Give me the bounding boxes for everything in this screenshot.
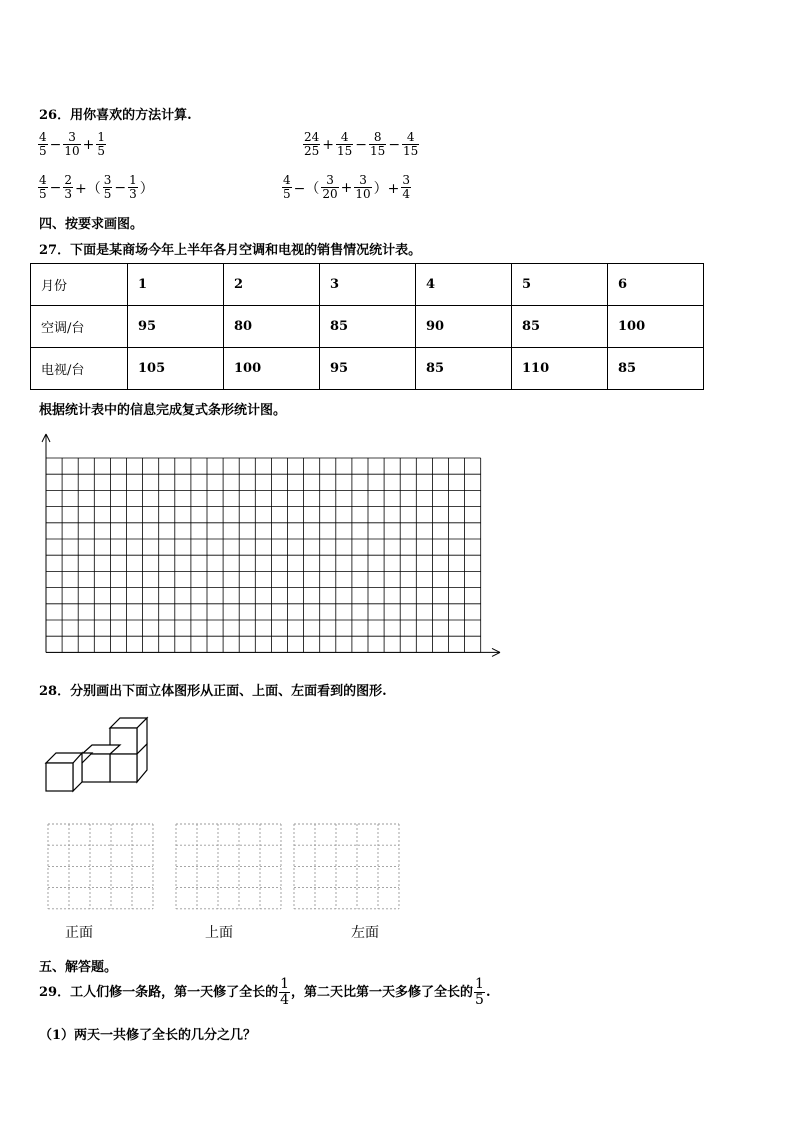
table-cell: 85 — [320, 306, 416, 348]
fraction: $\frac{1}{5}$ — [97, 130, 106, 158]
fraction: $\frac{4}{5}$ — [283, 173, 291, 201]
left-view-label: 左面 — [351, 925, 379, 941]
q29-text: 29．工人们修一条路，第一天修了全长的 $\frac{1}{4}$ ，第二天比第一天多修了全长的 $\frac{1}{5}$ . — [39, 976, 491, 1008]
table-cell: 4 — [416, 264, 512, 306]
table-cell: 105 — [128, 348, 224, 390]
table-cell: 85 — [512, 306, 608, 348]
table-cell: 5 — [512, 264, 608, 306]
q29-sub-question-1: （1）两天一共修了全长的几分之几？ — [39, 1028, 257, 1043]
table-cell: 95 — [128, 306, 224, 348]
fraction: $\frac{4}{5}$ — [39, 173, 47, 201]
fraction: $\frac{4}{15}$ — [337, 130, 353, 158]
top-view-label: 上面 — [205, 925, 233, 941]
fraction: $\frac{3}{10}$ — [64, 130, 80, 158]
table-cell: 2 — [224, 264, 320, 306]
section-4-heading: 四、按要求画图。 — [39, 217, 144, 232]
q26-expression-3: $\frac{4}{5}$ − $\frac{2}{3}$ +（ $\frac{3}{5}$ − $\frac{1}{3}$ ） — [39, 173, 154, 201]
table-cell: 85 — [608, 348, 704, 390]
table-cell: 6 — [608, 264, 704, 306]
fraction: $\frac{8}{15}$ — [370, 130, 386, 158]
fraction: $\frac{3}{4}$ — [402, 173, 411, 201]
table-cell: 100 — [224, 348, 320, 390]
fraction: $\frac{4}{15}$ — [403, 130, 419, 158]
section-5-heading: 五、解答题。 — [39, 960, 118, 975]
fraction: $\frac{1}{5}$ — [475, 976, 484, 1008]
table-cell: 80 — [224, 306, 320, 348]
fraction: $\frac{1}{4}$ — [280, 976, 290, 1008]
q26-expression-1: $\frac{4}{5}$ − $\frac{3}{10}$ + $\frac{1}{5}$ — [39, 130, 106, 158]
q27-title: 27．下面是某商场今年上半年各月空调和电视的销售情况统计表。 — [39, 243, 422, 258]
table-cell: 100 — [608, 306, 704, 348]
front-view-label: 正面 — [65, 925, 93, 941]
fraction: $\frac{4}{5}$ — [39, 130, 47, 158]
fraction: $\frac{3}{20}$ — [322, 173, 338, 201]
table-cell: 110 — [512, 348, 608, 390]
q26-expression-4: $\frac{4}{5}$ −（ $\frac{3}{20}$ + $\frac{3}{10}$ ）+ $\frac{3}{4}$ — [283, 173, 411, 201]
table-cell: 电视/台 — [31, 348, 128, 390]
table-cell: 空调/台 — [31, 306, 128, 348]
q28-title: 28．分别画出下面立体图形从正面、上面、左面看到的图形. — [39, 684, 387, 699]
fraction: $\frac{3}{10}$ — [355, 173, 371, 201]
table-cell: 月份 — [31, 264, 128, 306]
table-cell: 3 — [320, 264, 416, 306]
table-cell: 1 — [128, 264, 224, 306]
fraction: $\frac{2}{3}$ — [64, 173, 73, 201]
table-cell: 95 — [320, 348, 416, 390]
fraction: $\frac{1}{3}$ — [129, 173, 137, 201]
fraction: $\frac{3}{5}$ — [103, 173, 112, 201]
q26-expression-2: $\frac{24}{25}$ + $\frac{4}{15}$ − $\frac{8}{15}$ − $\frac{4}{15}$ — [304, 130, 419, 158]
q27-instruction: 根据统计表中的信息完成复式条形统计图。 — [39, 403, 287, 418]
table-cell: 90 — [416, 306, 512, 348]
fraction: $\frac{24}{25}$ — [304, 130, 320, 158]
table-cell: 85 — [416, 348, 512, 390]
q26-title: 26．用你喜欢的方法计算. — [39, 108, 192, 123]
